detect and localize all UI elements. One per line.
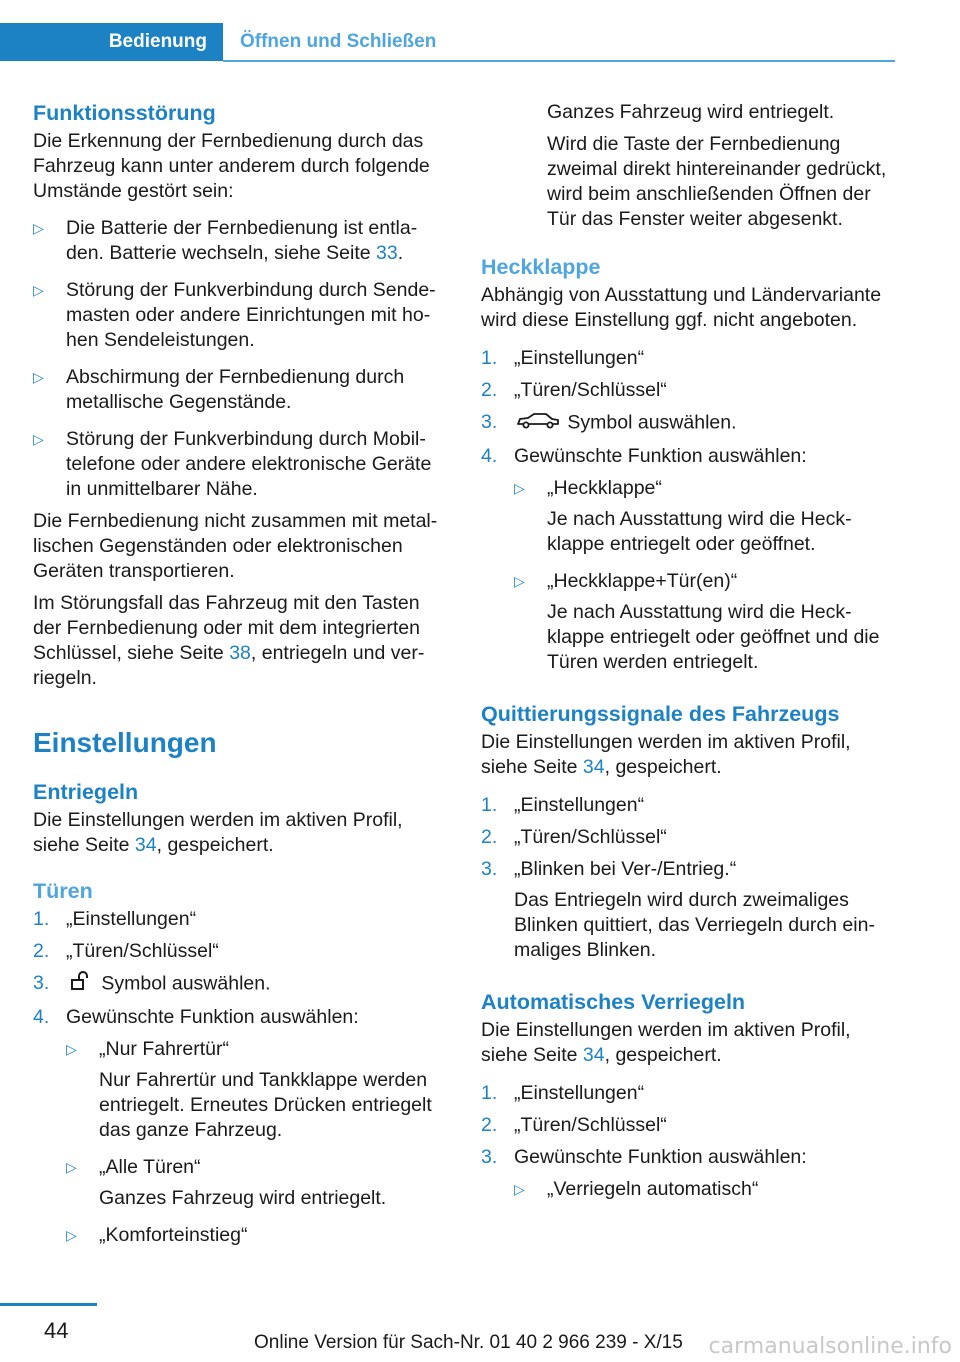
doors-options [33, 1037, 447, 1248]
step-number: 4. [33, 1006, 50, 1028]
tab-bedienung[interactable]: Bedienung [0, 23, 223, 61]
step-text: Gewünschte Funktion auswählen: [514, 445, 807, 467]
option-label: „Heckklappe+Tür(en)“ [547, 570, 738, 592]
doors-option [66, 1223, 447, 1248]
tailgate-title: Heckklappe [481, 255, 601, 279]
option-desc: Je nach Ausstattung wird die Heckklappe entriegelt oder geöffnet und die Türen werden entriegelt. [547, 601, 880, 673]
option-label: „Nur Fahrertür“ [99, 1038, 230, 1060]
option-label: „Alle Türen“ [99, 1156, 201, 1178]
option-desc: Ganzes Fahrzeug wird entriegelt. [99, 1187, 387, 1209]
signals-intro-text: Die Einstellungen werden im aktiven Profil, siehe Seite [481, 731, 851, 778]
left-column [33, 100, 447, 1260]
fault-item-text: Abschirmung der Fernbedienung durch metallische Gegenstände. [66, 366, 405, 413]
page-number: 44 [44, 1318, 69, 1343]
unlock-icon [66, 971, 96, 998]
step-number: 3. [481, 858, 498, 880]
autolock-step [481, 1145, 895, 1170]
step-text: „Türen/Schlüssel“ [514, 826, 667, 848]
autolock-intro [481, 1018, 895, 1068]
step-number: 2. [481, 1114, 498, 1136]
tailgate-option [514, 476, 895, 557]
option-desc: Je nach Ausstattung wird die Heckklappe entriegelt oder geöffnet. [547, 508, 852, 555]
doors-step [33, 939, 447, 964]
step-text: „Türen/Schlüssel“ [514, 1114, 667, 1136]
footer-line [0, 1303, 97, 1306]
doors-option [66, 1037, 447, 1143]
step-number: 1. [33, 908, 50, 930]
unlock-intro-after: , gespeichert. [156, 834, 274, 856]
step-number: 1. [481, 794, 498, 816]
step-number: 2. [33, 940, 50, 962]
step-text: Symbol auswählen. [567, 411, 737, 434]
step-text: Symbol auswählen. [101, 972, 271, 995]
settings-title: Einstellungen [33, 727, 217, 758]
tailgate-step [481, 444, 895, 469]
step-text: „Türen/Schlüssel“ [66, 940, 219, 962]
option-label: „Verriegeln automatisch“ [547, 1178, 759, 1200]
signals-step [481, 857, 895, 963]
autolock-title: Automatisches Verriegeln [481, 990, 746, 1014]
page-link-33[interactable]: 33 [376, 242, 398, 264]
fault-intro: Die Erkennung der Fernbedienung durch das Fahrzeug kann unter anderem durch folgende Umstände gestört sein: [33, 130, 430, 202]
tailgate-step [481, 346, 895, 371]
doors-step [33, 971, 447, 998]
fault-title: Funktionsstörung [33, 101, 216, 125]
autolock-intro-after: , gespeichert. [604, 1044, 722, 1066]
step-text: Gewünschte Funktion auswählen: [514, 1146, 807, 1168]
signals-step [481, 825, 895, 850]
unlock-intro [33, 808, 447, 858]
page-link-34[interactable]: 34 [134, 834, 157, 856]
tailgate-intro: Abhängig von Ausstattung und Ländervariante wird diese Einstellung ggf. nicht angeboten. [481, 284, 882, 331]
page-link-34[interactable]: 34 [582, 1044, 605, 1066]
tailgate-step [481, 410, 895, 437]
fault-item-after: . [397, 242, 404, 264]
fault-item [33, 427, 447, 502]
signals-title: Quittierungssignale des Fahrzeugs [481, 702, 840, 726]
fault-item-text: Die Batterie der Fernbedienung ist entladen. Batterie wechseln, siehe Seite [66, 217, 418, 264]
step-text: „Türen/Schlüssel“ [514, 379, 667, 401]
tab-oeffnen-schliessen[interactable]: Öffnen und Schließen [240, 31, 437, 52]
step-text: „Einstellungen“ [514, 347, 645, 369]
page-link-38[interactable]: 38 [229, 642, 251, 664]
autolock-step [481, 1081, 895, 1106]
step-text: „Einstellungen“ [514, 1082, 645, 1104]
step-text: „Blinken bei Ver-/Entrieg.“ [514, 858, 737, 880]
doors-option [66, 1155, 447, 1211]
option-label: „Komforteinstieg“ [99, 1224, 248, 1246]
comfort-desc: Ganzes Fahrzeug wird entriegelt. [547, 101, 835, 123]
transport-paragraph: Die Fernbedienung nicht zusammen mit metallischen Gegenständen oder elektronischen Geräten transportieren. [33, 510, 438, 582]
fault-item [33, 365, 447, 415]
signals-desc: Das Entriegeln wird durch zweimaliges Blinken quittiert, das Verriegeln durch einmaliges Blinken. [514, 889, 875, 961]
tailgate-step [481, 378, 895, 403]
fault-case-after: , entriegeln und verriegeln. [33, 642, 425, 689]
autolock-options [481, 1177, 895, 1202]
right-column [481, 100, 895, 1214]
option-desc: Nur Fahrertür und Tankklappe werden entriegelt. Erneutes Drücken entriegelt das ganze Fahrzeug. [99, 1069, 432, 1141]
step-text: „Einstellungen“ [514, 794, 645, 816]
signals-intro [481, 730, 895, 780]
fault-case-text: Im Störungsfall das Fahrzeug mit den Tasten der Fernbedienung oder mit dem integrierten Schlüssel, siehe Seite [33, 592, 420, 664]
unlock-intro-text: Die Einstellungen werden im aktiven Profil, siehe Seite [33, 809, 403, 856]
header-divider [223, 60, 895, 62]
fault-item [33, 216, 447, 266]
doors-step [33, 1005, 447, 1030]
fault-case-paragraph [33, 591, 447, 691]
step-number: 3. [33, 972, 50, 994]
tailgate-options [481, 476, 895, 675]
watermark: carmanualsonline.info [708, 1334, 952, 1359]
autolock-intro-text: Die Einstellungen werden im aktiven Profil, siehe Seite [481, 1019, 851, 1066]
fault-item-text: Störung der Funkverbindung durch Mobiltelefone oder andere elektronische Geräte in unmittelbarer Nähe. [66, 428, 432, 500]
doors-step [33, 907, 447, 932]
step-number: 1. [481, 1082, 498, 1104]
step-number: 1. [481, 347, 498, 369]
signals-intro-after: , gespeichert. [604, 756, 722, 778]
comfort-desc-2: Wird die Taste der Fernbedienung zweimal direkt hintereinander gedrückt, wird beim anschließenden Öffnen der Tür das Fenster weiter abgesenkt. [547, 133, 887, 230]
tailgate-option [514, 569, 895, 675]
online-version-note: Online Version für Sach-Nr. 01 40 2 966 239 - X/15 [254, 1332, 683, 1353]
header-tabs [0, 23, 895, 61]
car-icon [514, 410, 562, 437]
step-text: Gewünschte Funktion auswählen: [66, 1006, 359, 1028]
option-label: „Heckklappe“ [547, 477, 662, 499]
step-number: 4. [481, 445, 498, 467]
step-number: 2. [481, 379, 498, 401]
fault-item [33, 278, 447, 353]
unlock-title: Entriegeln [33, 780, 139, 804]
page-link-34[interactable]: 34 [582, 756, 605, 778]
signals-step [481, 793, 895, 818]
step-number: 3. [481, 411, 498, 433]
autolock-step [481, 1113, 895, 1138]
step-number: 2. [481, 826, 498, 848]
step-number: 3. [481, 1146, 498, 1168]
step-text: „Einstellungen“ [66, 908, 197, 930]
fault-item-text: Störung der Funkverbindung durch Sendemasten oder andere Einrichtungen mit hohen Sendeleistungen. [66, 279, 436, 351]
autolock-option [514, 1177, 895, 1202]
doors-title: Türen [33, 879, 93, 903]
